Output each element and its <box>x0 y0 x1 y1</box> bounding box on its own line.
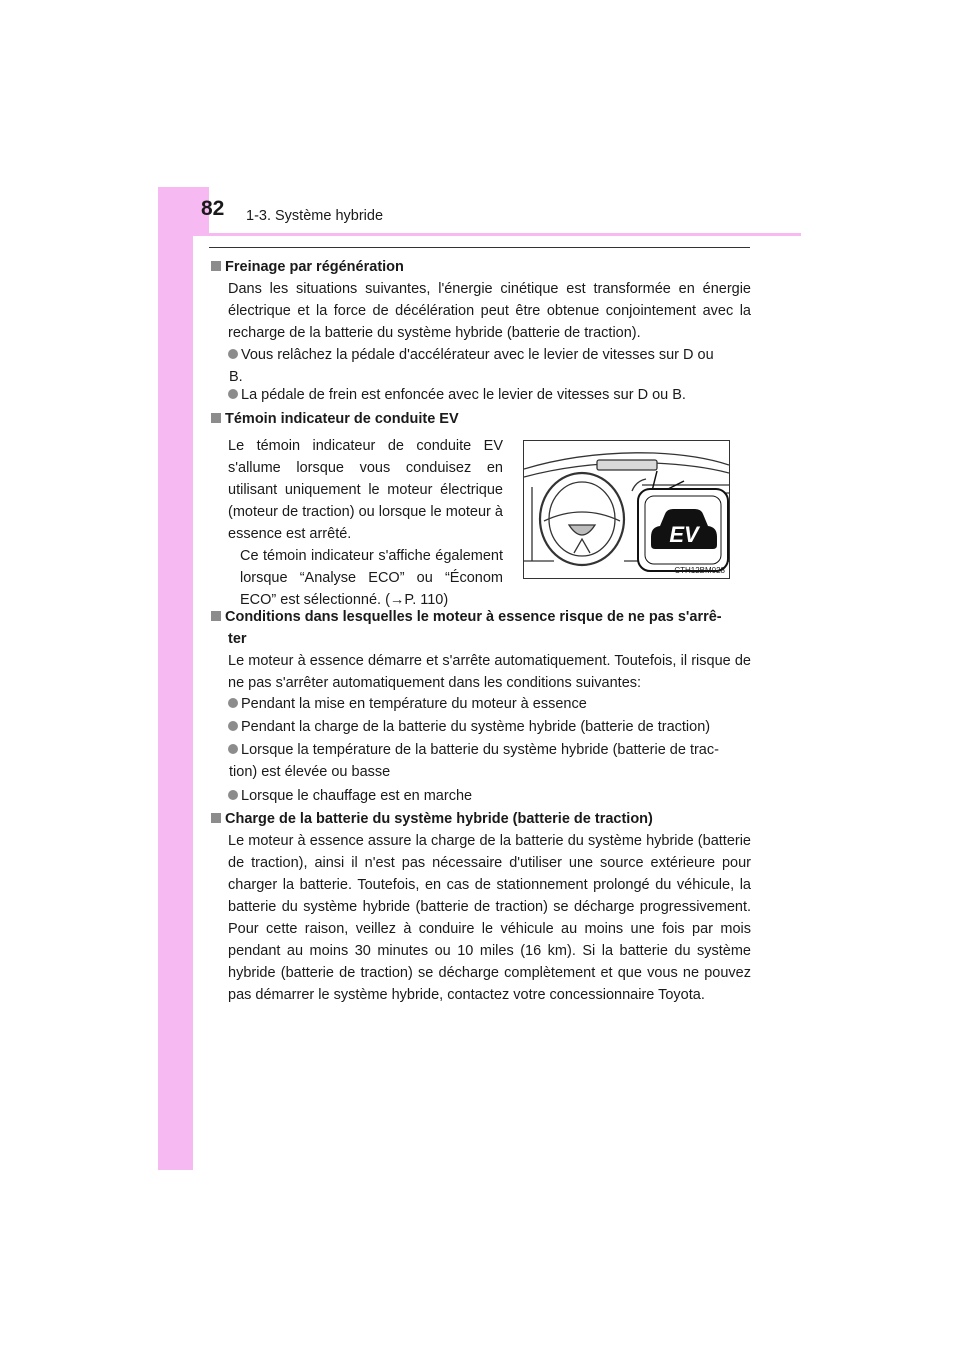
round-bullet-icon <box>228 790 238 800</box>
paragraph-charge: Le moteur à essence assure la charge de la batterie du système hybride (batterie de traction), ainsi il n'est pas nécessaire d'utiliser une source extérieure pour charger la batterie. Toutefois, en cas de stationnement prolongé du véhicule, la batterie du système hybride (batterie de traction) se décharge progressivement. Pour cette raison, veillez à conduire le véhicule au moins une fois par mois pendant au moins 30 minutes ou 10 miles (16 km). Si la batterie du système hybride (batterie de traction) se décharge complètement et que vous ne pouvez pas démarrer le système hybride, contactez votre concessionnaire Toyota. <box>228 833 751 1003</box>
square-bullet-icon <box>211 261 221 271</box>
list-item: Pendant la mise en température du moteur à essence <box>211 693 751 715</box>
note-ev: Ce témoin indicateur s'affiche également lorsque “Analyse ECO” ou “Économ ECO” est sélectionné. (→P. 110) <box>240 548 503 608</box>
figure-code: CTH12BM028 <box>674 566 725 575</box>
section-title: 1-3. Système hybride <box>246 208 384 224</box>
heading-ev-indicator: Témoin indicateur de conduite EV <box>211 408 756 430</box>
content-divider <box>209 247 750 248</box>
list-item: Lorsque la température de la batterie du système hybride (batterie de trac- tion) est élevée ou basse <box>229 742 719 780</box>
paragraph-regen: Dans les situations suivantes, l'énergie cinétique est transformée en énergie électrique et la force de décélération peut être obtenue conjointement avec la recharge de la batterie du système hybride (batterie de traction). <box>228 281 751 341</box>
heading-charge: Charge de la batterie du système hybride (batterie de traction) <box>211 808 756 830</box>
round-bullet-icon <box>228 349 238 359</box>
dashboard-illustration <box>524 441 729 578</box>
round-bullet-icon <box>228 698 238 708</box>
heading-regen: Freinage par régénération <box>211 256 756 278</box>
list-item: La pédale de frein est enfoncée avec le levier de vitesses sur D ou B. <box>211 384 751 406</box>
list-item: Lorsque le chauffage est en marche <box>211 785 751 807</box>
paragraph-conditions: Le moteur à essence démarre et s'arrête automatiquement. Toutefois, il risque de ne pas s'arrêter automatiquement dans les conditions suivantes: <box>228 653 751 691</box>
square-bullet-icon <box>211 611 221 621</box>
round-bullet-icon <box>228 721 238 731</box>
heading-conditions: Conditions dans lesquelles le moteur à essence risque de ne pas s'arrê- ter <box>211 606 756 650</box>
ev-indicator-figure <box>523 440 730 579</box>
list-item: Pendant la charge de la batterie du système hybride (batterie de traction) <box>211 716 751 738</box>
header-rule <box>193 233 801 236</box>
round-bullet-icon <box>228 389 238 399</box>
paragraph-ev: Le témoin indicateur de conduite EV s'allume lorsque vous conduisez en utilisant uniquement le moteur électrique (moteur de traction) ou lorsque le moteur à essence est arrêté. <box>228 438 503 542</box>
chapter-side-tab <box>158 187 193 1170</box>
square-bullet-icon <box>211 413 221 423</box>
square-bullet-icon <box>211 813 221 823</box>
list-item: Vous relâchez la pédale d'accélérateur avec le levier de vitesses sur D ou B. <box>229 347 714 385</box>
page-number: 82 <box>201 197 225 220</box>
ev-icon-label: EV <box>669 522 699 547</box>
round-bullet-icon <box>228 744 238 754</box>
